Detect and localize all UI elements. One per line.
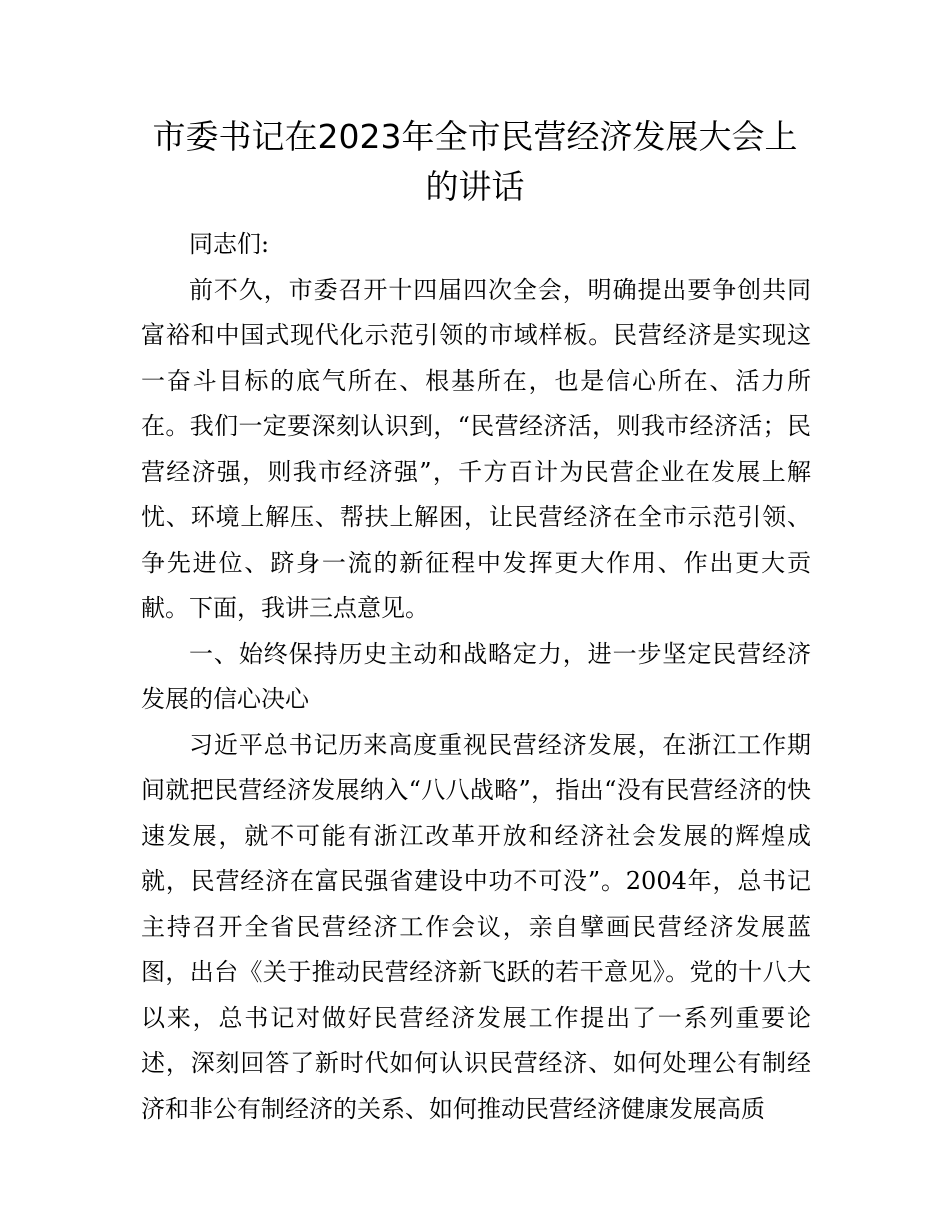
paragraph-section-1: 习近平总书记历来高度重视民营经济发展，在浙江工作期间就把民营经济发展纳入“八八战略”，指出“没有民营经济的快速发展，就不可能有浙江改革开放和经济社会发展的辉煌成就，民营经济在富民强省建设中功不可没”。2004年，总书记主持召开全省民营经济工作会议，亲自擘画民营经济发展蓝图，出台《关于推动民营经济新飞跃的若干意见》。党的十八大以来，总书记对做好民营经济发展工作提出了一系列重要论述，深刻回答了新时代如何认识民营经济、如何处理公有制经济和非公有制经济的关系、如何推动民营经济健康发展高质 bbox=[141, 730, 811, 1123]
document-body bbox=[141, 222, 811, 1132]
greeting: 同志们: bbox=[189, 230, 270, 258]
paragraph-intro: 前不久，市委召开十四届四次全会，明确提出要争创共同富裕和中国式现代化示范引领的市域样板。民营经济是实现这一奋斗目标的底气所在、根基所在，也是信心所在、活力所在。我们一定要深刻认识到，“民营经济活，则我市经济活；民营经济强，则我市经济强”，千方百计为民营企业在发展上解忧、环境上解压、帮扶上解困，让民营经济在全市示范引领、争先进位、跻身一流的新征程中发挥更大作用、作出更大贡献。下面，我讲三点意见。 bbox=[141, 275, 811, 622]
section-heading-1: 一、始终保持历史主动和战略定力，进一步坚定民营经济发展的信心决心 bbox=[141, 639, 811, 713]
document-title: 市委书记在2023年全市民营经济发展大会上的讲话 bbox=[152, 117, 798, 206]
